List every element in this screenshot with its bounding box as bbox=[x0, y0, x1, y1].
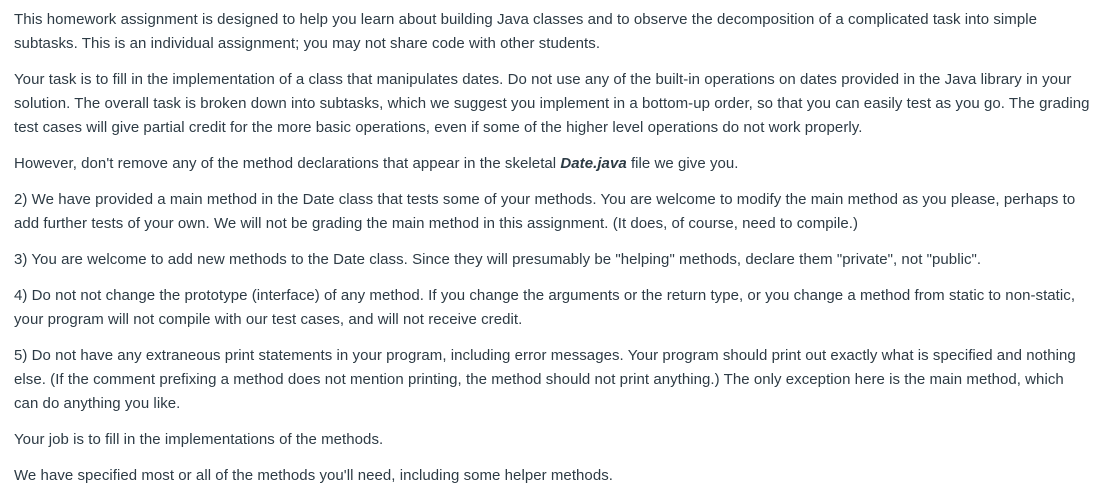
rule-3-paragraph: 3) You are welcome to add new methods to the Date class. Since they will presumably be "helping" methods, declare them "private", not "public". bbox=[14, 251, 982, 268]
job-paragraph: Your job is to fill in the implementations of the methods. bbox=[14, 431, 384, 448]
task-paragraph: Your task is to fill in the implementation of a class that manipulates dates. Do not use any of the built-in operations on dates provided in the Java library in your solution. The overall task is broken down into subtasks, which we suggest you implement in a bottom-up order, so that you can easily test as you go. The grading test cases will give partial credit for the more basic operations, even if some of the higher level operations do not work properly. bbox=[14, 71, 1090, 136]
rule-5-paragraph: 5) Do not have any extraneous print statements in your program, including error messages. Your program should print out exactly what is specified and nothing else. (If the comment prefixing a method does not mention printing, the method should not print anything.) The only exception here is the main method, which can do anything you like. bbox=[14, 347, 1076, 412]
rule-4-paragraph: 4) Do not not change the prototype (interface) of any method. If you change the arguments or the return type, or you change a method from static to non-static, your program will not compile with our test cases, and will not receive credit. bbox=[14, 287, 1076, 328]
skeleton-note-before: However, don't remove any of the method declarations that appear in the skeletal bbox=[14, 155, 561, 172]
intro-paragraph: This homework assignment is designed to help you learn about building Java classes and to observe the decomposition of a complicated task into simple subtasks. This is an individual assignment; you may not share code with other students. bbox=[14, 11, 1038, 52]
date-java-filename: Date.java bbox=[560, 155, 627, 172]
skeleton-note-after: file we give you. bbox=[626, 155, 739, 172]
rule-2-paragraph: 2) We have provided a main method in the Date class that tests some of your methods. You are welcome to modify the main method as you please, perhaps to add further tests of your own. We will not be grading the main method in this assignment. (It does, of course, need to compile.) bbox=[14, 191, 1076, 232]
methods-paragraph: We have specified most or all of the methods you'll need, including some helper methods. bbox=[14, 467, 613, 484]
skeleton-note-paragraph bbox=[14, 152, 1092, 176]
